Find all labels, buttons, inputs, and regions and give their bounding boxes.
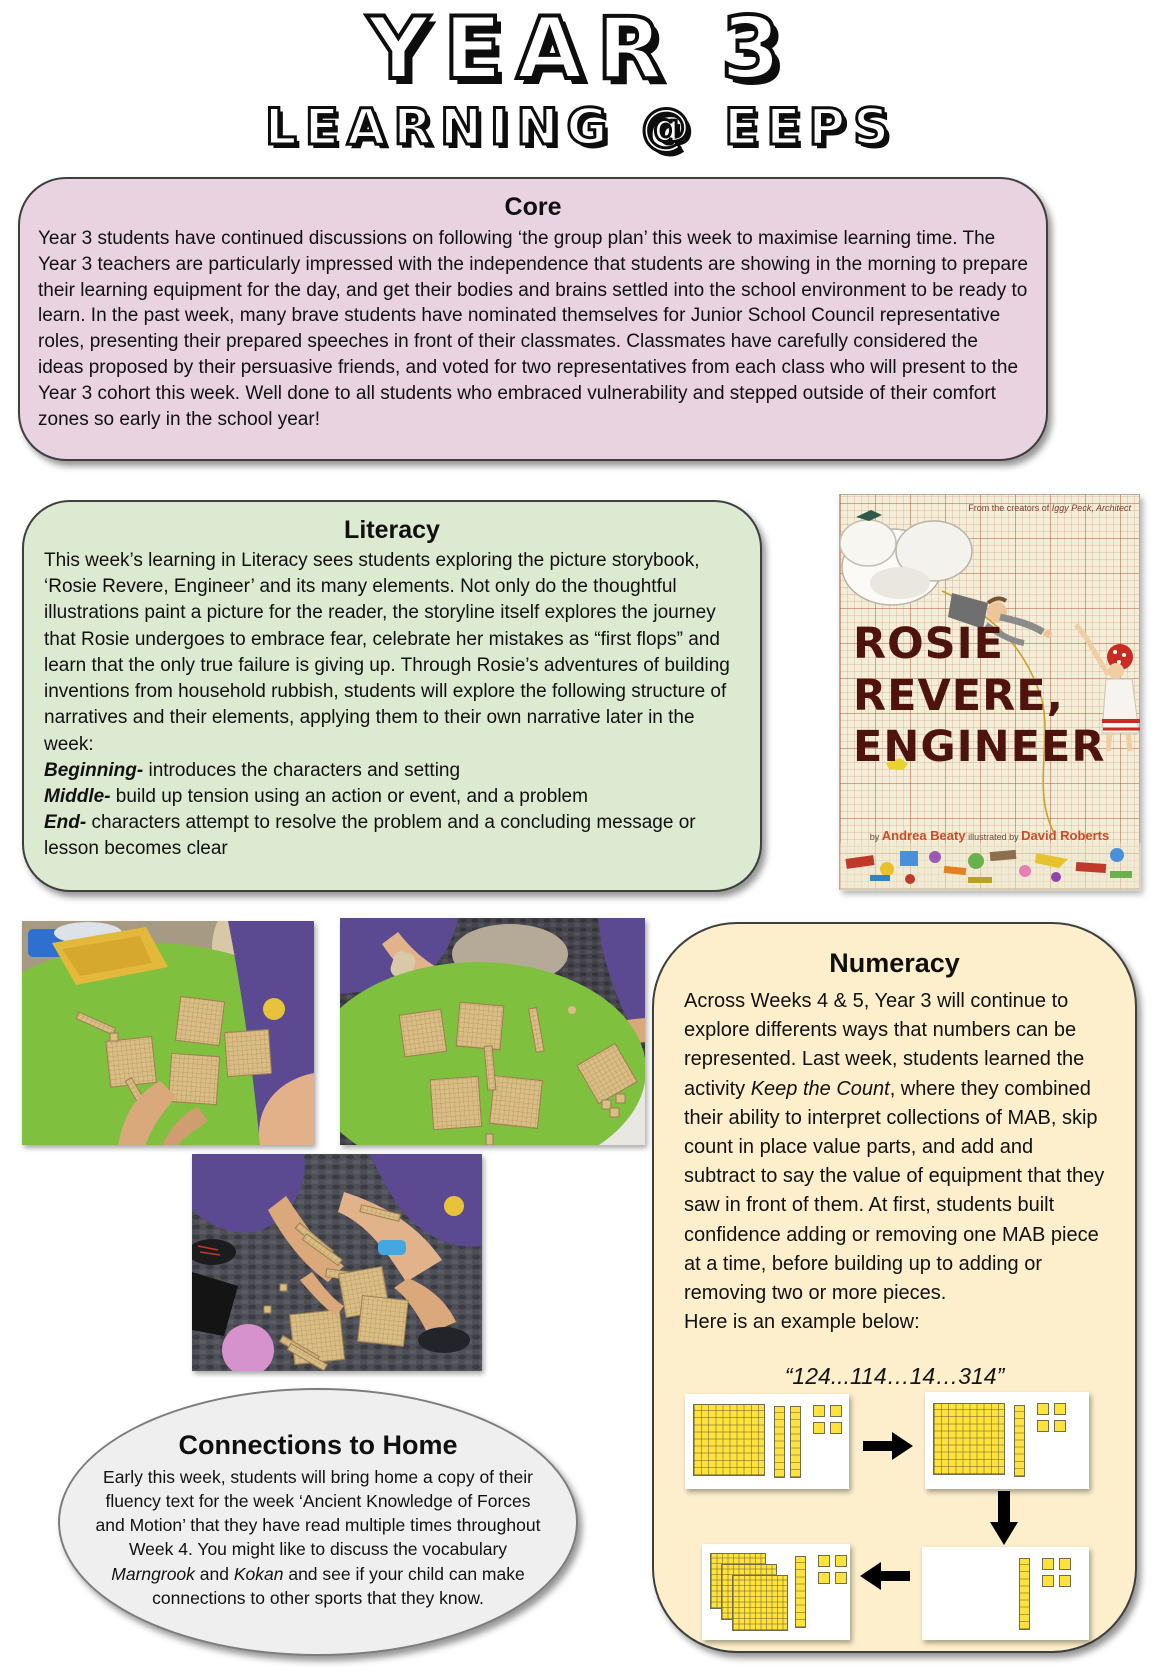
literacy-title: Literacy	[344, 516, 440, 544]
book-cover-rosie-revere-engineer	[839, 494, 1140, 890]
mab-box-114	[925, 1392, 1089, 1489]
narrative-end	[44, 810, 740, 862]
mab-box-314	[702, 1544, 850, 1640]
end-text: characters attempt to resolve the problem and a concluding message or lesson becomes clear	[44, 812, 696, 860]
middle-label: Middle-	[44, 785, 111, 807]
iggy-peck-title: Iggy Peck, Architect	[1051, 503, 1131, 513]
numeracy-title: Numeracy	[829, 948, 960, 978]
illustrator-name: David Roberts	[1021, 828, 1110, 843]
vocab-kokan: Kokan	[233, 1563, 284, 1584]
gadgets-band	[840, 843, 1141, 891]
page-subtitle: LEARNING @ EEPS	[264, 98, 898, 156]
cover-byline: by Andrea Beaty illustrated by David Roberts	[869, 828, 1110, 843]
end-label: End-	[44, 812, 87, 834]
photo-mab-green-table-1	[22, 921, 314, 1145]
connections-body: Early this week, students will bring home a copy of their fluency text for the week ‘Ancient Knowledge of Forces and Motion’ that they have read multiple times throughout Week 4. You might like to discuss the vocabulary Marngrook and Kokan and see if your child can make connections to other sports that they know.	[95, 1467, 541, 1608]
cover-title	[853, 619, 1106, 774]
numeracy-section	[652, 922, 1137, 1653]
cover-title-line1: ROSIE	[853, 619, 1005, 669]
author-name: Andrea Beaty	[881, 828, 966, 843]
literacy-section	[22, 500, 762, 892]
arrow-down-icon	[990, 1491, 1018, 1545]
mab-flow-diagram	[654, 1384, 1139, 1655]
connections-title: Connections to Home	[178, 1430, 458, 1460]
numeracy-body: Across Weeks 4 & 5, Year 3 will continue to explore differents ways that numbers can be represented. Last week, students learned the activity Keep the Count, where they combined their ability to interpret collections of MAB, skip count in place value parts, and add and subtract to say the value of equipment that they saw in front of them. At first, students built confidence adding or removing one MAB piece at a time, before building up to adding or removing two or more pieces.	[684, 990, 1105, 1304]
core-section	[18, 177, 1048, 461]
numeracy-example-quote: “124...114…14…314”	[784, 1363, 1005, 1390]
connections-to-home-section	[58, 1388, 578, 1656]
arrow-left-icon	[860, 1562, 910, 1590]
cover-tagline: From the creators of Iggy Peck, Architect	[968, 503, 1131, 513]
middle-text: build up tension using an action or event, and a problem	[110, 785, 588, 807]
bird-icon	[856, 510, 882, 521]
cover-title-line3: ENGINEER	[853, 722, 1106, 773]
narrative-middle	[44, 784, 740, 810]
numeracy-example-intro: Here is an example below:	[684, 1311, 920, 1334]
literacy-intro: This week’s learning in Literacy sees students exploring the picture storybook, ‘Rosie Revere, Engineer’ and its many elements. Not only do the thoughtful illustrations paint a picture for the reader, the storyline itself explores the journey that Rosie undergoes to embrace fear, celebrate her mistakes as “first flops” and learn that the only true failure is giving up. Through Rosie’s adventures of building inventions from household rubbish, students will explore the following structure of narratives and their elements, applying them to their own narrative later in the week:	[44, 550, 730, 755]
page-title: YEAR 3	[367, 0, 795, 99]
core-body: Year 3 students have continued discussions on following ‘the group plan’ this week to maximise learning time. The Year 3 teachers are particularly impressed with the independence that students are showing in the morning to prepare their learning equipment for the day, and get their bodies and brains settled into the school environment to be ready to learn. In the past week, many brave students have nominated themselves for Junior School Council representative roles, presenting their prepared speeches in front of their classmates. Classmates have carefully considered the ideas proposed by their persuasive friends, and voted for two representatives from each class who will present to the Year 3 cohort this week. Well done to all students who embraced vulnerability and stepped outside of their comfort zones so early in the school year!	[38, 228, 1028, 430]
cover-title-line2: REVERE,	[853, 670, 1064, 721]
photo-mab-carpet	[192, 1154, 482, 1371]
masthead	[0, 0, 1162, 156]
mab-box-124	[685, 1394, 849, 1489]
activity-name: Keep the Count	[750, 1077, 890, 1100]
photo-mab-green-table-2	[340, 918, 645, 1145]
core-title: Core	[504, 193, 562, 221]
mab-box-14	[922, 1547, 1089, 1640]
cloud-balloon-illustration	[840, 510, 972, 605]
beginning-text: introduces the characters and setting	[143, 759, 461, 781]
arrow-right-icon	[863, 1432, 913, 1460]
narrative-beginning	[44, 758, 740, 784]
vocab-marngrook: Marngrook	[111, 1563, 195, 1584]
beginning-label: Beginning-	[44, 759, 144, 781]
